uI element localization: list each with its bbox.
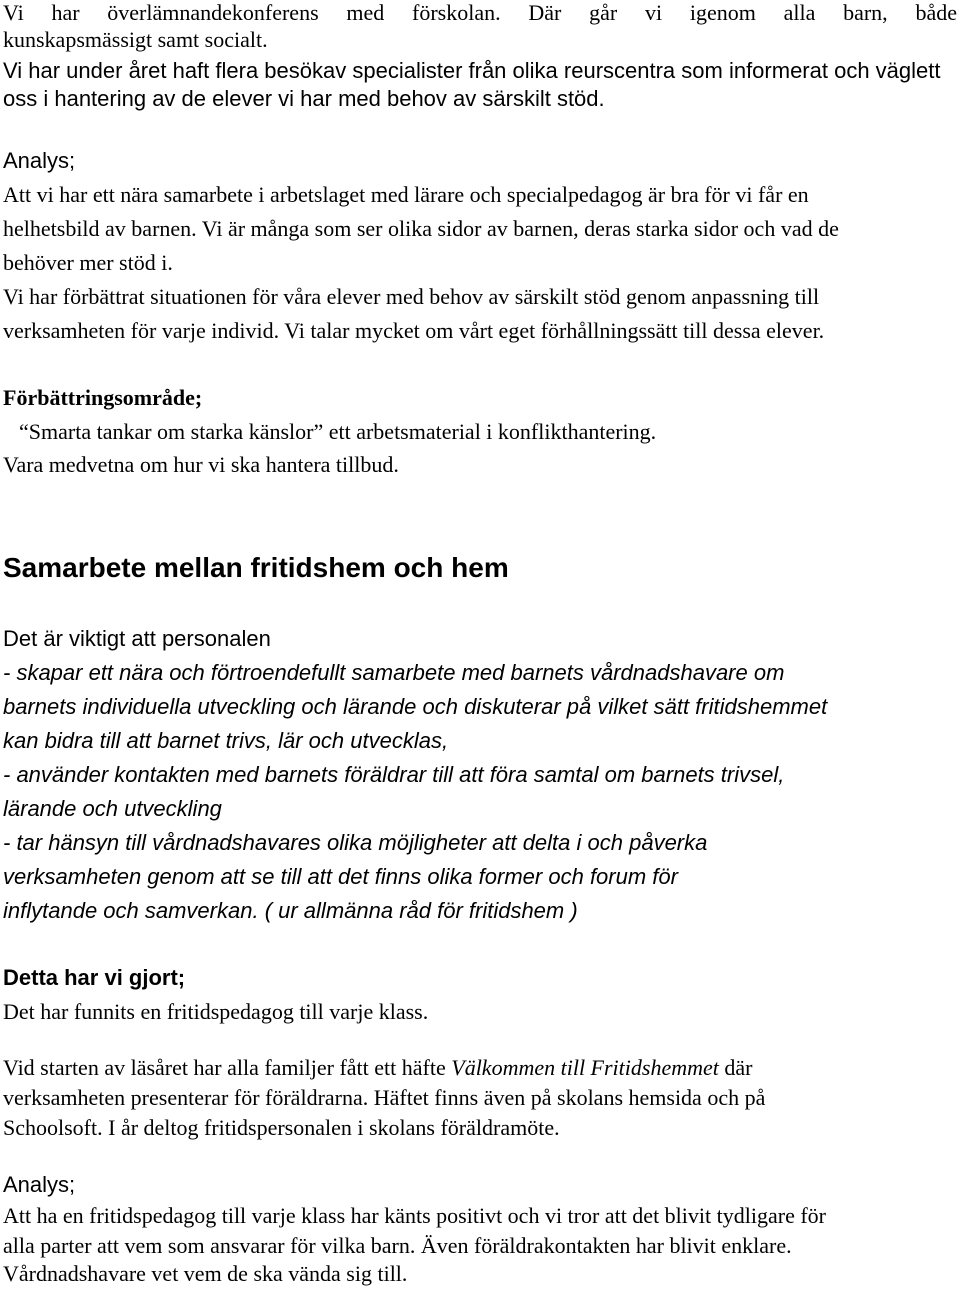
paragraph-line: verksamheten presenterar för föräldrarna. Häftet finns även på skolans hemsida och på — [3, 1085, 766, 1110]
quote-line: inflytande och samverkan. ( ur allmänna råd för fritidshem ) — [3, 898, 578, 923]
paragraph-line — [3, 1055, 752, 1081]
page-title: Samarbete mellan fritidshem och hem — [3, 552, 509, 583]
quote-line: barnets individuella utveckling och lärande och diskuterar på vilket sätt fritidshemmet — [3, 694, 828, 719]
word: har — [51, 0, 80, 25]
quote-line: - använder kontakten med barnets föräldrar till att föra samtal om barnets trivsel, — [3, 762, 785, 787]
word: alla — [783, 0, 816, 25]
section-heading: Analys; — [3, 148, 76, 173]
section-heading: Förbättringsområde; — [3, 385, 203, 410]
text-run: Vid starten av läsåret har alla familjer fått ett häfte — [3, 1055, 452, 1080]
paragraph-line: behöver mer stöd i. — [3, 250, 173, 275]
word: Där — [528, 0, 562, 25]
word: överlämnandekonferens — [107, 0, 319, 25]
paragraph-line: oss i hantering av de elever vi har med behov av särskilt stöd. — [3, 86, 605, 111]
paragraph-line: kunskapsmässigt samt socialt. — [3, 27, 268, 52]
paragraph-line-justified — [3, 0, 957, 26]
quote-line: verksamheten genom att se till att det finns olika former och forum för — [3, 864, 678, 889]
booklet-title: Välkommen till Fritidshemmet — [451, 1055, 719, 1080]
text-run: där — [718, 1055, 753, 1080]
quote-line: kan bidra till att barnet trivs, lär och utvecklas, — [3, 728, 449, 753]
quote-line: lärande och utveckling — [3, 796, 222, 821]
word: Vi — [3, 0, 24, 25]
paragraph-line: Att vi har ett nära samarbete i arbetslaget med lärare och specialpedagog är bra för vi får en — [3, 182, 809, 207]
paragraph-line: verksamheten för varje individ. Vi talar mycket om vårt eget förhållningssätt till dessa elever. — [3, 318, 825, 343]
word: förskolan. — [412, 0, 501, 25]
paragraph-line: helhetsbild av barnen. Vi är många som ser olika sidor av barnen, deras starka sidor och vad de — [3, 216, 839, 241]
paragraph-line: Det har funnits en fritidspedagog till varje klass. — [3, 999, 429, 1024]
section-heading: Analys; — [3, 1172, 76, 1197]
paragraph-line: Vi har förbättrat situationen för våra elever med behov av särskilt stöd genom anpassning till — [3, 284, 820, 309]
word: barn, — [843, 0, 888, 25]
paragraph-line: alla parter att vem som ansvarar för vilka barn. Även föräldrakontakten har blivit enklare. — [3, 1233, 792, 1258]
quote-line: - skapar ett nära och förtroendefullt samarbete med barnets vårdnadshavare om — [3, 660, 785, 685]
word: med — [346, 0, 385, 25]
word: igenom — [689, 0, 756, 25]
word: både — [915, 0, 957, 25]
word: går — [589, 0, 618, 25]
paragraph-line: Vårdnadshavare vet vem de ska vända sig till. — [3, 1261, 408, 1286]
paragraph-line: Schoolsoft. I år deltog fritidspersonalen i skolans föräldramöte. — [3, 1115, 560, 1140]
section-heading: Detta har vi gjort; — [3, 965, 186, 990]
paragraph-line: Vi har under året haft flera besökav specialister från olika reurscentra som informerat och väglett — [3, 58, 941, 83]
paragraph-line: “Smarta tankar om starka känslor” ett arbetsmaterial i konflikthantering. — [19, 419, 657, 444]
paragraph-line: Att ha en fritidspedagog till varje klass har känts positivt och vi tror att det blivit tydligare för — [3, 1203, 826, 1228]
quote-line: - tar hänsyn till vårdnadshavares olika möjligheter att delta i och påverka — [3, 830, 708, 855]
paragraph-line: Det är viktigt att personalen — [3, 626, 271, 651]
paragraph-line: Vara medvetna om hur vi ska hantera tillbud. — [3, 452, 399, 477]
word: vi — [644, 0, 663, 25]
